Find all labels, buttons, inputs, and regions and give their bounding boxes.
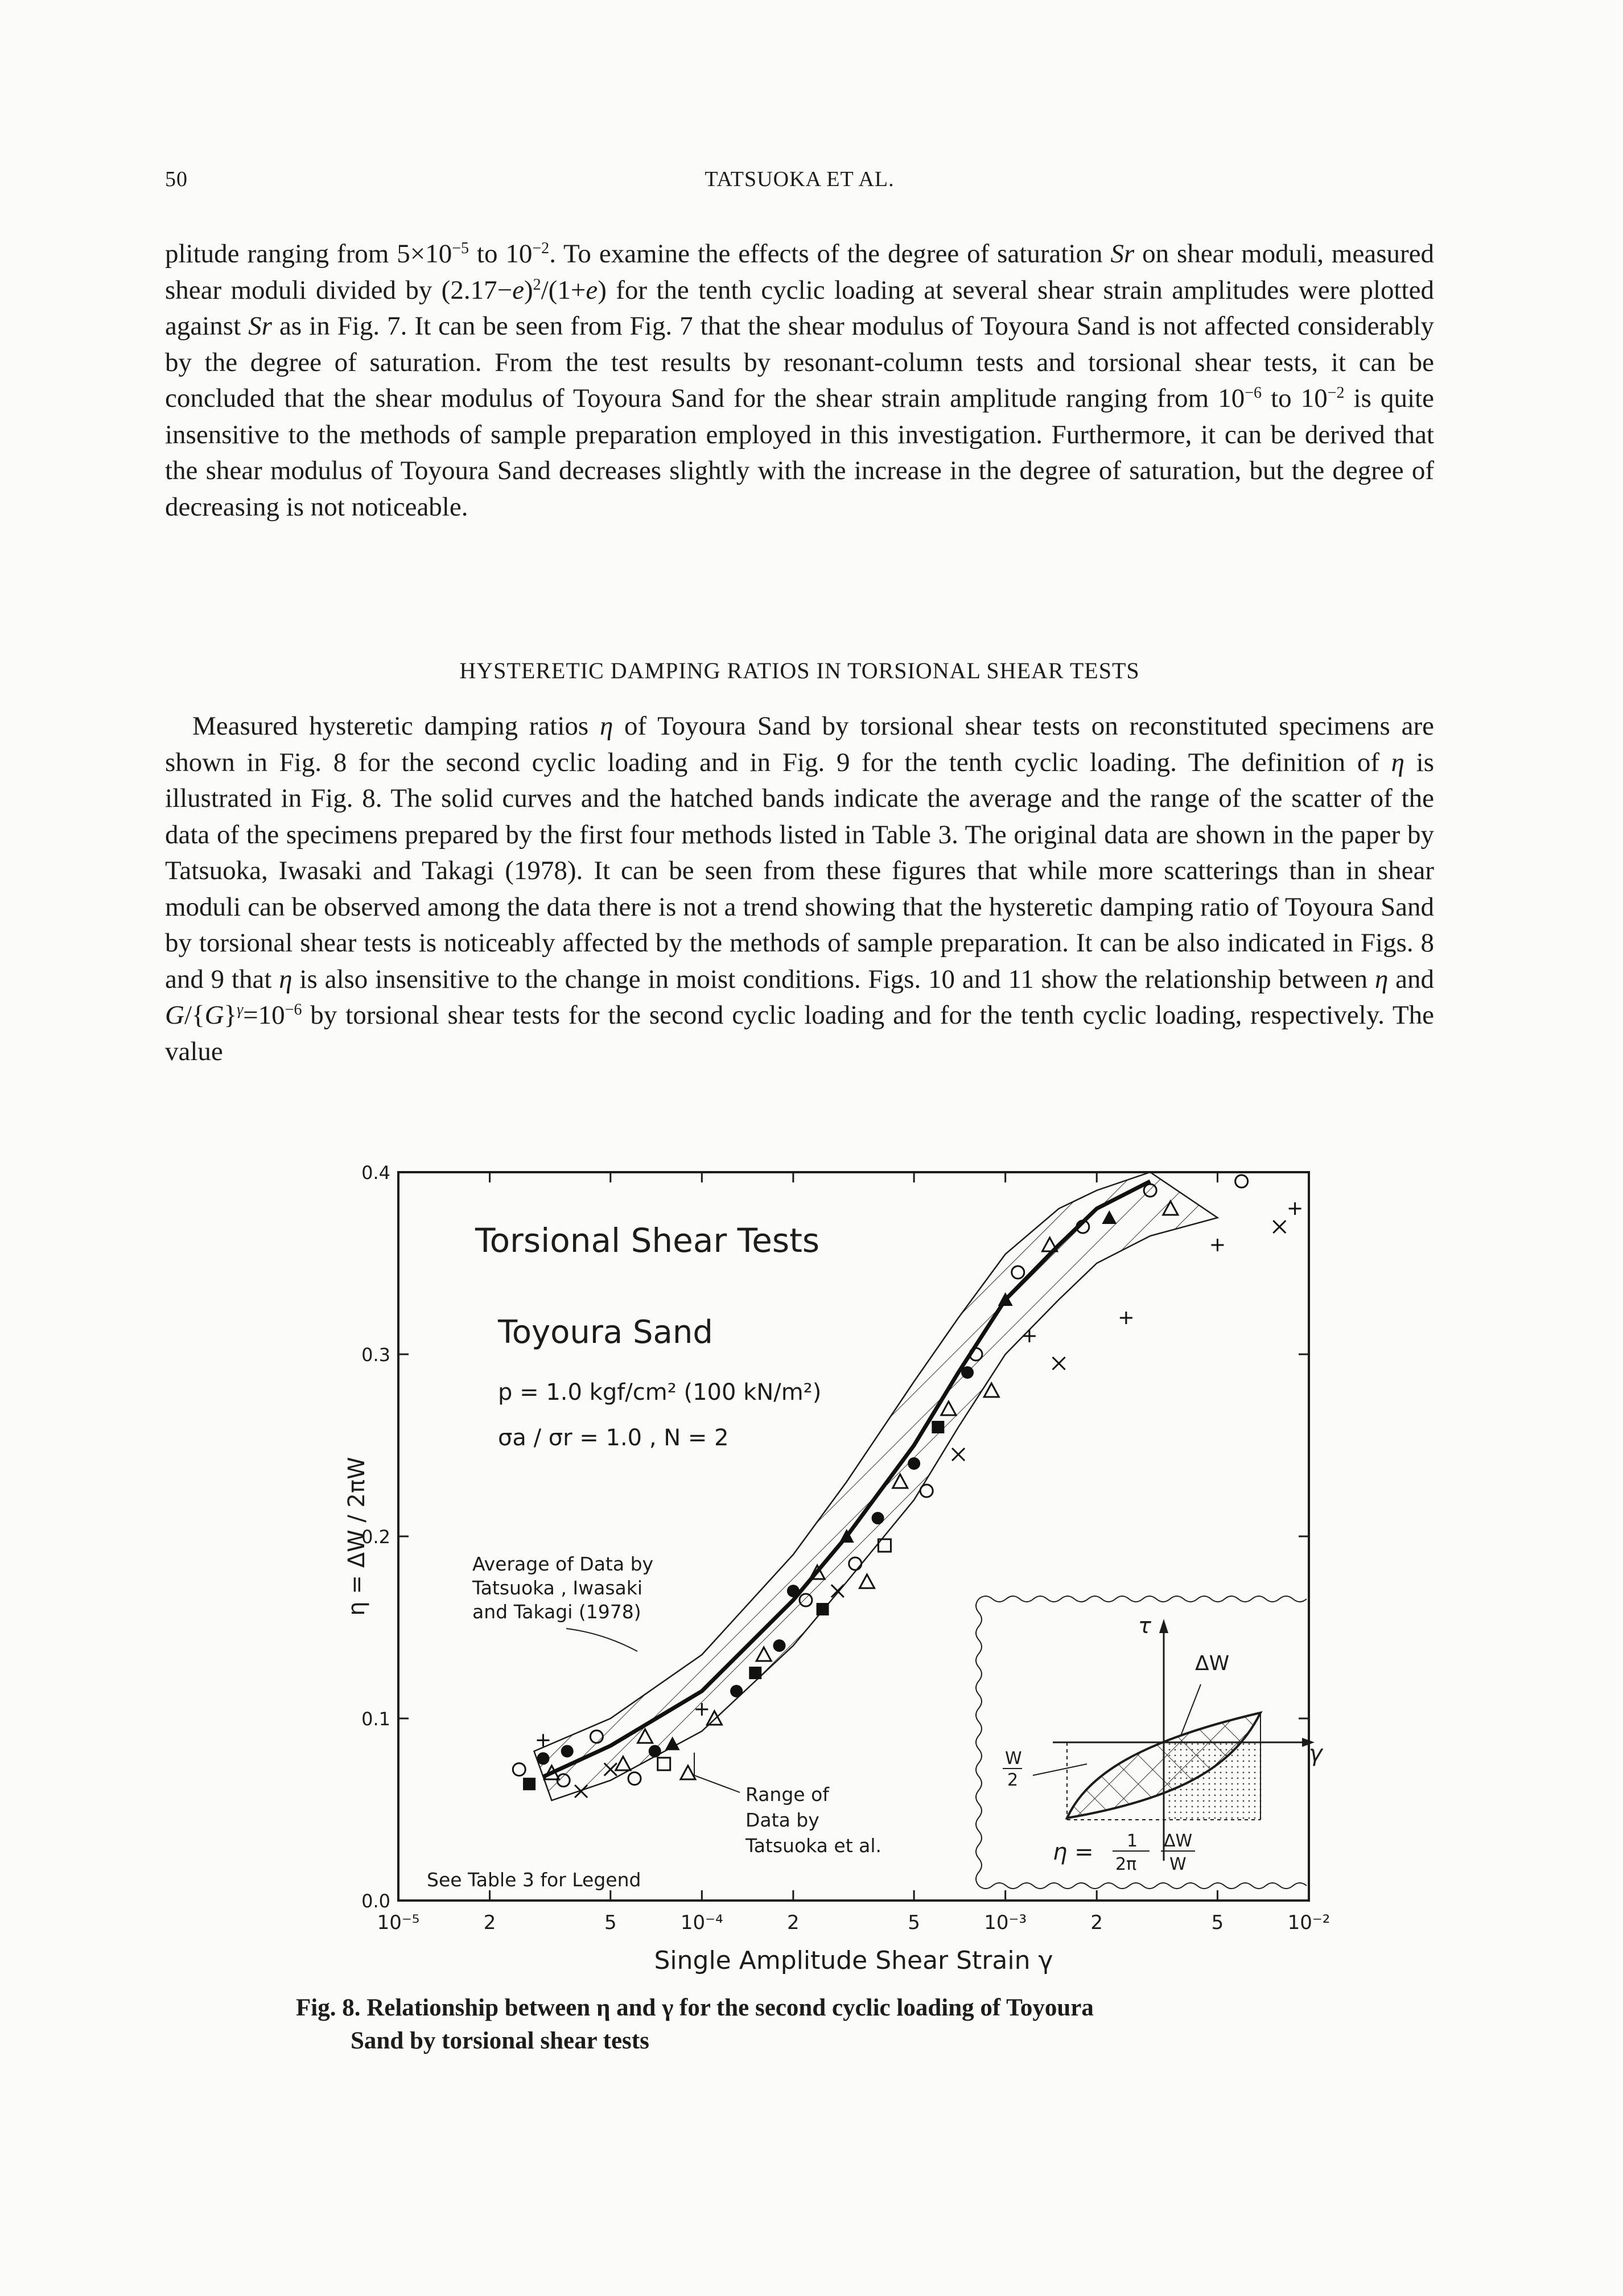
average-leader-line (566, 1629, 637, 1651)
pressure-condition: p = 1.0 kgf/cm² (100 kN/m²) (498, 1379, 822, 1405)
inset-eta-formula: η = (1053, 1839, 1094, 1865)
stress-ratio-condition: σa / σr = 1.0 , N = 2 (498, 1425, 729, 1451)
page-number: 50 (165, 167, 188, 191)
y-tick-label: 0.1 (361, 1708, 390, 1730)
range-band-area (534, 1172, 1217, 1800)
caption-line-2: Sand by torsional shear tests (351, 2027, 649, 2054)
data-point-circle (628, 1773, 641, 1785)
data-point-triangle (984, 1383, 999, 1397)
data-point-circle (1235, 1175, 1248, 1188)
x-tick-label: 10⁻⁵ (377, 1911, 420, 1934)
inset-frac-num: 1 (1127, 1831, 1138, 1851)
figure-8 (341, 1161, 1343, 1980)
range-leader-line (694, 1753, 740, 1792)
page-header (165, 167, 1434, 201)
data-point-filled-square (523, 1778, 535, 1790)
inset-frac-den: 2π (1115, 1854, 1137, 1874)
damping-ratio-chart (341, 1161, 1343, 1980)
average-annotation-line1: Average of Data by (472, 1553, 654, 1575)
data-point-filled-circle (561, 1745, 574, 1758)
x-tick-label: 5 (604, 1911, 617, 1934)
average-annotation-line2: Tatsuoka , Iwasaki (472, 1577, 643, 1599)
data-point-triangle (681, 1766, 695, 1779)
data-point-x (1053, 1357, 1065, 1370)
inset-gamma-label: γ (1309, 1741, 1323, 1767)
chart-subtitle: Toyoura Sand (498, 1314, 713, 1351)
range-annotation-line2: Data by (745, 1809, 819, 1831)
inset-dw-num: ΔW (1164, 1831, 1193, 1851)
y-tick-label: 0.4 (361, 1162, 390, 1184)
caption-line-1: Fig. 8. Relationship between η and γ for the second cyclic loading of Toyoura (296, 1994, 1094, 2021)
inset-w-half-den: 2 (1007, 1770, 1019, 1790)
chart-title: Torsional Shear Tests (475, 1221, 820, 1260)
data-point-plus (1289, 1202, 1301, 1215)
section-heading: HYSTERETIC DAMPING RATIOS IN TORSIONAL SHEAR TESTS (459, 658, 1140, 683)
paragraph-shear-moduli: plitude ranging from $5\times 10^{-5}$ to $10^{-2}$. To examine the effects of the degree of saturation Sr on shear moduli, measured shear moduli divided by $(2.17-e)^2/(1+e)$ for the tenth cyclic loading at several shear strain amplitudes were plotted against Sr as in Fig. 7. It can be seen from Fig. 7 that the shear modulus of Toyoura Sand is not affected considerably by the degree of saturation. From the test results by resonant-column tests and torsional shear tests, it can be concluded that the shear modulus of Toyoura Sand for the shear strain amplitude ranging from $10^{-6}$ to $10^{-2}$ is quite insensitive to the methods of sample preparation employed in this investigation. Furthermore, it can be derived that the shear modulus of Toyoura Sand decreases slightly with the increase in the degree of saturation, but the degree of decreasing is not noticeable. (165, 239, 1435, 522)
x-tick-label: 10⁻³ (984, 1911, 1027, 1934)
y-tick-label: 0.2 (361, 1526, 390, 1548)
x-tick-label: 2 (787, 1911, 800, 1934)
data-point-filled-circle (537, 1752, 549, 1765)
x-tick-label: 2 (1090, 1911, 1103, 1934)
data-point-filled-square (932, 1421, 944, 1433)
data-point-plus (1211, 1239, 1224, 1251)
inset-tau-label: τ (1138, 1613, 1151, 1638)
x-tick-label: 5 (908, 1911, 920, 1934)
data-point-filled-square (749, 1667, 761, 1679)
data-point-filled-circle (773, 1639, 785, 1652)
y-axis-label: η = ΔW / 2πW (344, 1457, 370, 1616)
hysteresis-inset (976, 1596, 1324, 1889)
average-annotation-line3: and Takagi (1978) (472, 1601, 641, 1623)
range-annotation-line3: Tatsuoka et al. (745, 1835, 882, 1857)
x-tick-label: 10⁻⁴ (680, 1911, 723, 1934)
legend-note: See Table 3 for Legend (427, 1869, 641, 1891)
paragraph-damping-ratios: Measured hysteretic damping ratios η of Toyoura Sand by torsional shear tests on reconstituted specimens are shown in Fig. 8 for the second cyclic loading and in Fig. 9 for the tenth cyclic loading. The definition of η is illustrated in Fig. 8. The solid curves and the hatched bands indicate the average and the range of the scatter of the data of the specimens prepared by the first four methods listed in Table 3. The original data are shown in the paper by Tatsuoka, Iwasaki and Takagi (1978). It can be seen from these figures that while more scatterings than in shear moduli can be observed among the data there is not a trend showing that the hysteretic damping ratio of Toyoura Sand by torsional shear tests is noticeably affected by the methods of sample preparation. It can be also indicated in Figs. 8 and 9 that η is also insensitive to the change in moist conditions. Figs. 10 and 11 show the relationship between η and $G/\{G\}^\gamma=10^{-6}$ by torsional shear tests for the second cyclic loading and for the tenth cyclic loading, respectively. The value (165, 711, 1434, 1066)
x-axis-label: Single Amplitude Shear Strain γ (654, 1946, 1053, 1975)
data-point-filled-square (817, 1603, 829, 1615)
figure-caption (296, 1992, 1377, 2058)
inset-w-den: W (1169, 1854, 1187, 1874)
data-point-filled-circle (649, 1745, 661, 1758)
x-tick-label: 5 (1211, 1911, 1224, 1934)
data-point-x (952, 1448, 965, 1461)
scatter-range-band (534, 1172, 1217, 1800)
x-tick-label: 10⁻² (1287, 1911, 1330, 1934)
data-point-x (1273, 1221, 1286, 1233)
data-point-plus (1120, 1312, 1132, 1324)
data-point-filled-circle (787, 1585, 800, 1597)
data-point-filled-circle (872, 1512, 884, 1524)
data-point-filled-circle (908, 1457, 920, 1470)
y-tick-label: 0.3 (361, 1344, 390, 1366)
data-point-square (658, 1758, 670, 1770)
data-point-triangle (860, 1574, 875, 1588)
range-annotation-line1: Range of (745, 1783, 829, 1806)
y-tick-label: 0.0 (361, 1890, 390, 1912)
data-point-filled-circle (961, 1366, 974, 1379)
inset-dw-label: ΔW (1195, 1652, 1230, 1675)
data-point-circle (920, 1485, 933, 1497)
data-point-filled-circle (730, 1685, 743, 1697)
inset-w-half-num: W (1005, 1749, 1022, 1769)
data-point-circle (513, 1763, 525, 1776)
running-title: TATSUOKA ET AL. (705, 167, 895, 191)
x-tick-label: 2 (483, 1911, 496, 1934)
